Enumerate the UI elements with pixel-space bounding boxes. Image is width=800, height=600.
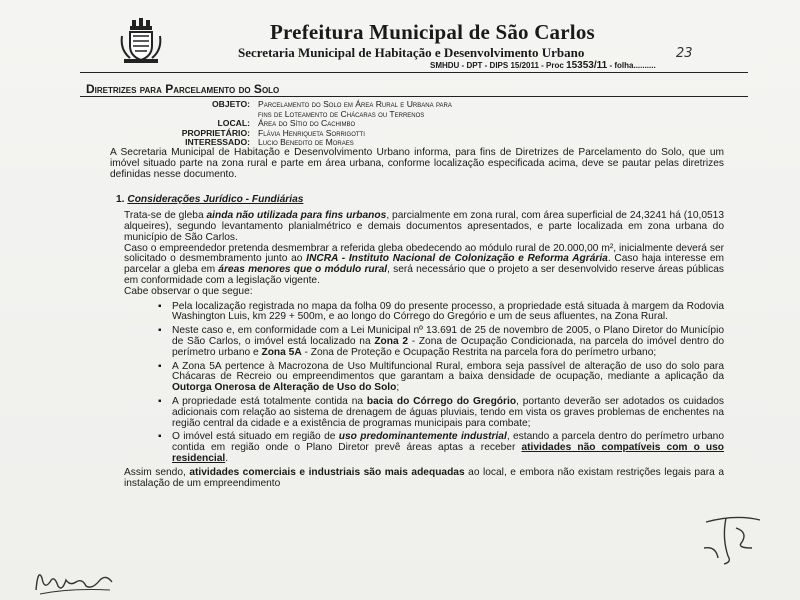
handwritten-initials-signature — [30, 560, 120, 600]
meta-value: fins de Loteamento de Chácaras ou Terrenos — [258, 108, 425, 119]
text-run: - Zona de Proteção e Ocupação Restrita na parcela fora do perímetro urbano; — [301, 346, 657, 358]
meta-label: LOCAL: — [217, 118, 250, 129]
text-run: A propriedade está totalmente contida na — [172, 395, 367, 407]
emphasis-run: bacia do Córrego do Gregório — [366, 395, 517, 407]
meta-label: OBJETO: — [211, 99, 250, 109]
text-run: . Caso haja interesse em parcelar a gleba em — [124, 253, 724, 276]
emphasis-run: INCRA - Instituto Nacional de Colonização e Reforma Agrária — [306, 253, 608, 265]
process-prefix: SMHDU - DPT - DIPS 15/2011 - Proc — [430, 61, 564, 70]
meta-value: Parcelamento do Solo em Área Rural e Urbana para — [258, 99, 452, 109]
text-run: ao local, e embora não existam restrições legais para a instalação de um empreendimento — [124, 466, 724, 489]
section-number: 1. — [116, 194, 125, 206]
list-item: ▪ Pela localização registrada no mapa da folha 09 do presente processo, a propriedade está situada à margem da Rodovia Washington Luis, km 229 + 500m, e ao longo do Córrego do Gregório e um de seus afluentes, na Zona Rural. — [172, 302, 724, 324]
list-item — [172, 432, 724, 464]
meta-value: Lucio Benedito de Moraes — [258, 137, 354, 148]
paragraph-conclusion — [110, 468, 724, 490]
intro-paragraph: A Secretaria Municipal de Habitação e Desenvolvimento Urbano informa, para fins de Diretrizes de Parcelamento do Solo, que um imóvel situado parte na zona rural e parte em área urbana, conforme localização especificada acima, deve se pautar pelas diretrizes definidas nesse documento. — [110, 147, 724, 180]
handwritten-signature — [696, 508, 766, 568]
document-title: Diretrizes para Parcelamento do Solo — [86, 82, 280, 96]
text-run: Assim sendo, — [124, 466, 190, 478]
city-coat-of-arms-logo — [118, 18, 164, 64]
emphasis-run: Outorga Onerosa de Alteração de Uso do Solo — [172, 382, 397, 394]
document-metadata — [140, 100, 452, 148]
text-run: . — [225, 452, 229, 464]
meta-value: Flávia Henriqueta Sorrigotti — [258, 127, 365, 138]
list-item — [172, 397, 724, 429]
paragraph-desmembramento — [110, 244, 724, 287]
section-title: Considerações Jurídico - Fundiárias — [127, 194, 304, 206]
meta-label: PROPRIETÁRIO: — [181, 127, 250, 138]
text-run: ; — [396, 382, 400, 394]
header-title: Prefeitura Municipal de São Carlos — [270, 20, 595, 44]
emphasis-run: atividades comerciais e industriais são mais adequadas — [189, 466, 465, 478]
process-number: 15353/11 — [566, 60, 608, 71]
text-run: - Zona de Ocupação Condicionada, na parcela do imóvel dentro do perímetro urbano e — [172, 335, 724, 358]
process-reference — [430, 60, 656, 71]
emphasis-run: Zona 5A — [261, 346, 302, 358]
header-divider — [80, 72, 748, 73]
section-heading — [116, 195, 724, 206]
emphasis-run: áreas menores que o módulo rural — [218, 264, 388, 276]
emphasis-run: Zona 2 — [374, 335, 409, 347]
observations-list — [110, 302, 724, 465]
text-run: , portanto deverão ser adotados os cuidados adicionais com relação ao sistema de drenagem de águas pluviais, tendo em vista os graves problemas de enchentes na região central da cidade e a existência de programas municipais para combate; — [172, 395, 724, 429]
text-run: A Zona 5A pertence à Macrozona de Uso Multifuncional Rural, embora seja passível de alteração de uso do solo para Chácaras de Recreio ou empreendimentos que garantam a baixa densidade de ocupação, mediante a aplicação da — [172, 360, 724, 383]
title-divider — [80, 96, 748, 97]
meta-label: INTERESSADO: — [185, 137, 250, 148]
process-suffix: - folha.......... — [609, 61, 656, 70]
emphasis-run: atividades não compatíveis com o uso residencial — [172, 442, 724, 464]
text-run: , será necessário que o projeto a ser desenvolvido reserve áreas públicas em conformidade com a legislação vigente. — [124, 264, 724, 286]
list-item — [172, 362, 724, 394]
paragraph-gleba — [110, 211, 724, 243]
text-run: Trata-se de gleba — [124, 210, 207, 222]
text-run: Neste caso e, em conformidade com a Lei Municipal nº 13.691 de 25 de novembro de 2005, o Plano Diretor do Município de São Carlos, o imóvel está localizado na — [172, 325, 724, 347]
meta-value: Área do Sítio do Cachimbo — [258, 118, 356, 129]
text-run: O imóvel está situado em região de — [172, 431, 339, 443]
handwritten-folio-number: 23 — [676, 46, 693, 61]
text-run: , parcialmente em zona rural, com área superficial de 24,3241 há (10,0513 alqueires), segundo levantamento planialmétrico e demais documentos apresentados, e parte localizada em zona urbana do município de São Carlos. — [124, 210, 725, 243]
document-body — [110, 148, 724, 489]
text-run: , estando a parcela dentro do perímetro urbano contida em região onde o Plano Diretor prevê áreas aptas a receber — [172, 431, 724, 454]
text-run: Caso o empreendedor pretenda desmembrar a referida gleba obedecendo ao módulo rural de 20.000,00 m², inicialmente deverá ser solicitado o desmembramento junto ao — [124, 242, 724, 265]
paragraph-observe: Cabe observar o que segue: — [124, 285, 253, 297]
list-item — [172, 326, 724, 358]
header-subtitle: Secretaria Municipal de Habitação e Desenvolvimento Urbano — [238, 45, 585, 60]
emphasis-run: uso predominantemente industrial — [338, 431, 507, 443]
emphasis-run: ainda não utilizada para fins urbanos — [206, 210, 387, 222]
